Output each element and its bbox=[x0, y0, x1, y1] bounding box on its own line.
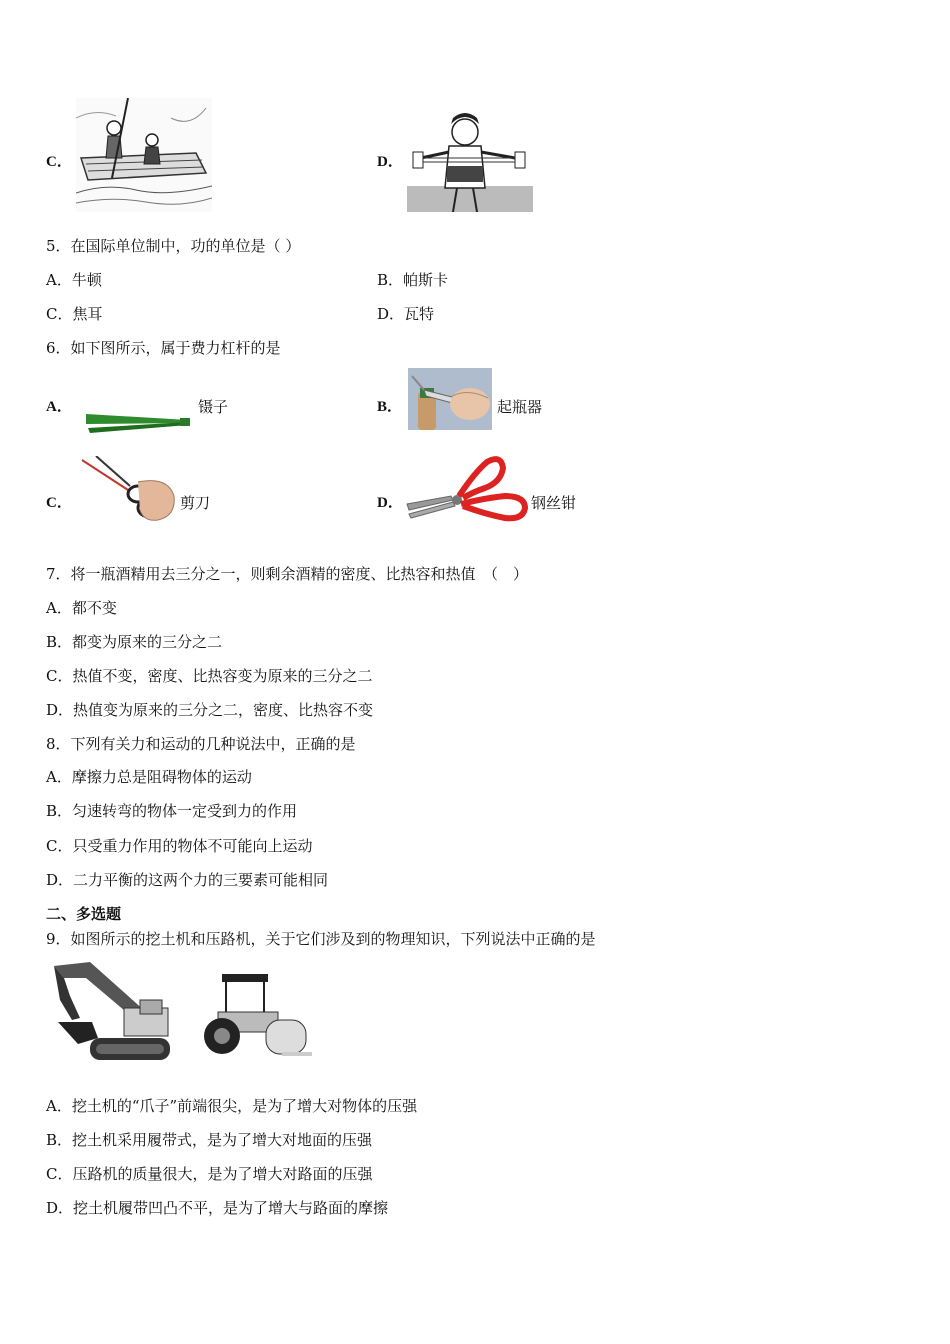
q5-option-d[interactable]: D．瓦特 bbox=[377, 305, 435, 323]
q7-option-c[interactable]: C．热值不变，密度、比热容变为原来的三分之二 bbox=[46, 667, 373, 685]
q5-option-b[interactable]: B．帕斯卡 bbox=[377, 271, 449, 289]
q6-option-d-label: 钢丝钳 bbox=[531, 494, 577, 512]
q7-option-d[interactable]: D．热值变为原来的三分之二，密度、比热容不变 bbox=[46, 701, 374, 719]
road-roller-image bbox=[200, 968, 318, 1064]
q7-option-b[interactable]: B．都变为原来的三分之二 bbox=[46, 633, 223, 651]
q8-option-c[interactable]: C．只受重力作用的物体不可能向上运动 bbox=[46, 837, 313, 855]
q9-option-d[interactable]: D．挖土机履带凹凸不平，是为了增大与路面的摩擦 bbox=[46, 1199, 389, 1217]
q9-stem: 9．如图所示的挖土机和压路机，关于它们涉及到的物理知识，下列说法中正确的是 bbox=[46, 930, 596, 948]
bottle-opener-image bbox=[408, 368, 492, 430]
scissors-in-hand-image bbox=[78, 456, 178, 522]
q6-option-d-letter[interactable]: D． bbox=[377, 495, 403, 511]
q5-option-c[interactable]: C．焦耳 bbox=[46, 305, 103, 323]
q6-option-a-label: 镊子 bbox=[198, 398, 229, 416]
q7-stem: 7．将一瓶酒精用去三分之一，则剩余酒精的密度、比热容和热值 （ ） bbox=[46, 565, 529, 583]
wire-pliers-image bbox=[405, 452, 529, 524]
q8-stem: 8．下列有关力和运动的几种说法中，正确的是 bbox=[46, 735, 356, 753]
q6-stem: 6．如下图所示，属于费力杠杆的是 bbox=[46, 339, 281, 357]
q5-stem: 5．在国际单位制中，功的单位是（ ） bbox=[46, 237, 301, 255]
q8-option-d[interactable]: D．二力平衡的这两个力的三要素可能相同 bbox=[46, 871, 329, 889]
q4-option-c-letter[interactable]: C． bbox=[46, 154, 72, 170]
q6-option-c-letter[interactable]: C． bbox=[46, 495, 72, 511]
q9-option-a[interactable]: A．挖土机的“爪子”前端很尖，是为了增大对物体的压强 bbox=[46, 1097, 418, 1115]
q4-option-d-letter[interactable]: D． bbox=[377, 154, 403, 170]
q8-option-a[interactable]: A．摩擦力总是阻碍物体的运动 bbox=[46, 768, 252, 786]
raft-pushing-illustration bbox=[76, 98, 212, 212]
q9-option-c[interactable]: C．压路机的质量很大，是为了增大对路面的压强 bbox=[46, 1165, 373, 1183]
q9-option-b[interactable]: B．挖土机采用履带式，是为了增大对地面的压强 bbox=[46, 1131, 373, 1149]
q6-option-c-label: 剪刀 bbox=[180, 494, 211, 512]
q6-option-b-label: 起瓶器 bbox=[497, 398, 543, 416]
q7-option-a[interactable]: A．都不变 bbox=[46, 599, 117, 617]
tweezers-image bbox=[84, 408, 192, 434]
q6-option-b-letter[interactable]: B． bbox=[377, 399, 403, 415]
excavator-image bbox=[50, 960, 172, 1064]
q5-option-a[interactable]: A．牛顿 bbox=[46, 271, 102, 289]
section-multiple-choice-heading: 二、多选题 bbox=[46, 905, 122, 923]
q8-option-b[interactable]: B．匀速转弯的物体一定受到力的作用 bbox=[46, 802, 298, 820]
chest-expander-illustration bbox=[407, 108, 533, 212]
q6-option-a-letter[interactable]: A． bbox=[46, 399, 72, 415]
